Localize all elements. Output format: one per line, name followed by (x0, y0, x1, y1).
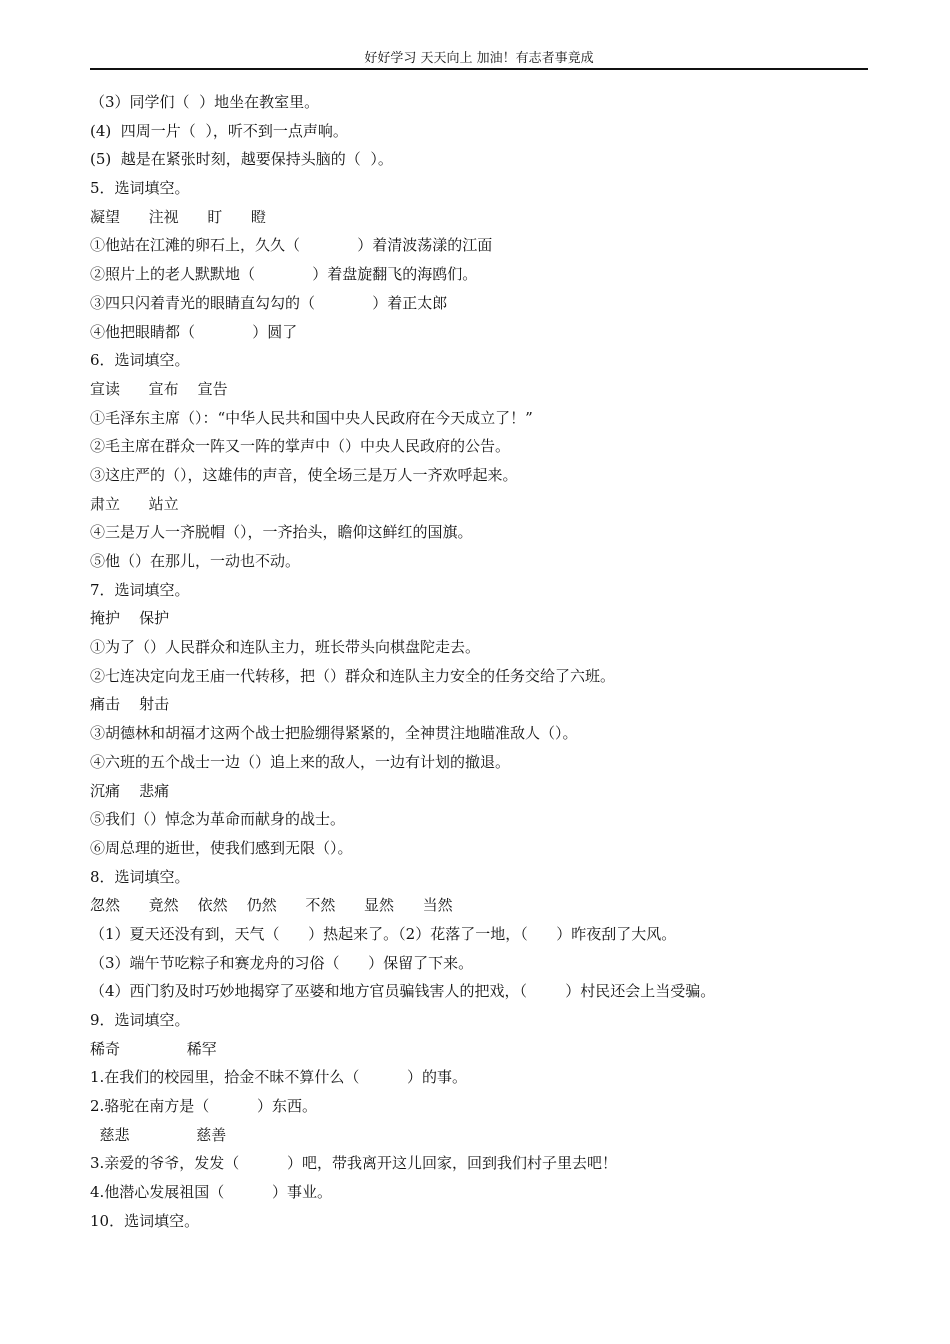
text-line: (4) 四周一片（ ），听不到一点声响。 (90, 121, 348, 140)
text-line: 4.他潜心发展祖国（ ）事业。 (90, 1183, 332, 1202)
word-choices: 忽然 竟然 依然 仍然 不然 显然 当然 (90, 896, 453, 915)
section-title: 6．选词填空。 (90, 351, 190, 370)
word-choices: 肃立 站立 (90, 494, 179, 513)
text-line: ①他站在江滩的卵石上，久久（ ）着清波荡漾的江面 (90, 236, 493, 255)
word-choices: 稀奇 稀罕 (90, 1039, 217, 1058)
text-line: ②七连决定向龙王庙一代转移，把（）群众和连队主力安全的任务交给了六班。 (90, 666, 616, 685)
text-line: ②毛主席在群众一阵又一阵的掌声中（）中央人民政府的公告。 (90, 437, 511, 456)
word-choices: 痛击 射击 (90, 695, 170, 714)
word-choices: 掩护 保护 (90, 609, 170, 628)
text-line: ①毛泽东主席（）：“中华人民共和国中央人民政府在今天成立了！” (90, 408, 533, 427)
word-choices: 凝望 注视 盯 瞪 (90, 207, 266, 226)
text-line: ④他把眼睛都（ ）圆了 (90, 322, 298, 341)
section-title: 10．选词填空。 (90, 1211, 200, 1230)
section-title: 9．选词填空。 (90, 1011, 190, 1029)
section-title: 8．选词填空。 (90, 867, 190, 886)
text-line: ⑥周总理的逝世，使我们感到无限（）。 (90, 838, 353, 857)
text-line: (5) 越是在紧张时刻，越要保持头脑的（ ）。 (90, 150, 393, 169)
text-line: ④六班的五个战士一边（）追上来的敌人，一边有计划的撤退。 (90, 752, 511, 771)
word-choices: 宣读 宣布 宣告 (90, 379, 228, 398)
text-line: （4）西门豹及时巧妙地揭穿了巫婆和地方官员骗钱害人的把戏，（ ）村民还会上当受骗。 (90, 982, 716, 1001)
word-choices: 沉痛 悲痛 (90, 781, 170, 800)
text-line: ④三是万人一齐脱帽（），一齐抬头，瞻仰这鲜红的国旗。 (90, 523, 473, 542)
section-title: 5．选词填空。 (90, 179, 190, 198)
text-line: 3.亲爱的爷爷，发发（ ）吧，带我离开这儿回家，回到我们村子里去吧！ (90, 1154, 617, 1173)
text-line: （3）同学们（ ）地坐在教室里。 (90, 93, 320, 111)
text-line: （1）夏天还没有到，天气（ ）热起来了。（2）花落了一地，（ ）昨夜刮了大风。 (90, 924, 677, 943)
text-line: （3）端午节吃粽子和赛龙舟的习俗（ ）保留了下来。 (90, 953, 474, 972)
text-line: ②照片上的老人默默地（ ）着盘旋翻飞的海鸥们。 (90, 265, 478, 284)
text-line: ⑤他（）在那儿，一动也不动。 (90, 552, 301, 570)
text-line: ①为了（）人民群众和连队主力，班长带头向棋盘陀走去。 (90, 638, 481, 657)
word-choices: 慈悲 慈善 (90, 1125, 227, 1144)
section-title: 7．选词填空。 (90, 580, 190, 599)
text-line: 1.在我们的校园里，拾金不昧不算什么（ ）的事。 (90, 1068, 467, 1087)
text-line: ③这庄严的（），这雄伟的声音，使全场三是万人一齐欢呼起来。 (90, 465, 518, 484)
text-line: 2.骆驼在南方是（ ）东西。 (90, 1097, 317, 1116)
text-line: ③胡德林和胡福才这两个战士把脸绷得紧紧的，全神贯注地瞄准敌人（）。 (90, 724, 578, 743)
text-line: ③四只闪着青光的眼睛直勾勾的（ ）着正太郎 (90, 293, 448, 312)
page-header: 好好学习 天天向上 加油！有志者事竟成 (90, 50, 868, 70)
text-line: ⑤我们（）悼念为革命而献身的战士。 (90, 810, 346, 829)
worksheet-body (90, 88, 880, 1236)
